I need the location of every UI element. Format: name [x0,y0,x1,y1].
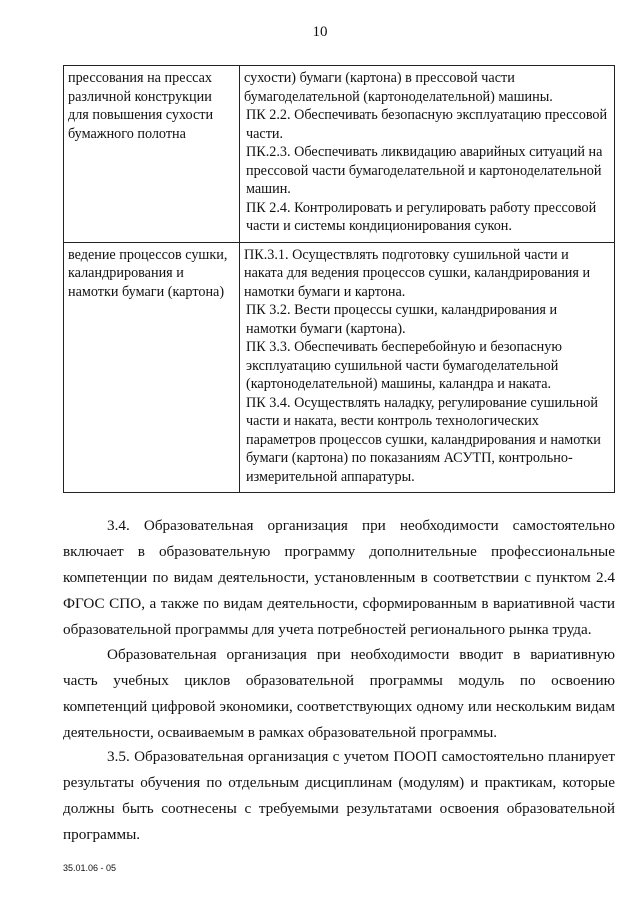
competency-item: сухости) бумаги (картона) в прессовой части бумагоделательной (картоноделательной) машины. [244,70,553,105]
paragraph-text: Образовательная организация при необходимости вводит в вариативную часть учебных циклов образовательной программы модуль по освоению компетенций цифровой экономики, соответствующих одному или нескольким видам деятельности, осваиваемым в рамках образовательной программы. [63,646,615,741]
paragraph-text: 3.4. Образовательная организация при необходимости самостоятельно включает в образовательную программу дополнительные профессиональные компетенции по видам деятельности, установленным в соответствии с пунктом 2.4 ФГОС СПО, а также по видам деятельности, сформированным в вариативной части образовательной программы для учета потребностей регионального рынка труда. [63,517,615,638]
table-row [64,66,615,243]
paragraph-text: 3.5. Образовательная организация с учетом ПООП самостоятельно планирует результаты обучения по отдельным дисциплинам (модулям) и практикам, которые должны быть соотнесены с требуемыми результатами освоения образовательной программы. [63,748,615,843]
activity-cell: прессования на прессах различной конструкции для повышения сухости бумажного полотна [64,66,240,243]
table-row [64,242,615,493]
competency-table [63,65,615,493]
competency-cell [240,242,615,493]
page-number: 10 [312,24,328,40]
paragraph-digital-economy [63,642,615,746]
document-code: 35.01.06 - 05 [63,863,117,873]
competency-item: ПК 3.4. Осуществлять наладку, регулирование сушильной части и наката, вести контроль технологических параметров процессов сушки, каландрирования и намотки бумаги (картона) по показаниям АСУТП, контрольно-измерительной аппаратуры. [246,394,601,485]
paragraph-3-4 [63,513,615,643]
competency-item: ПК 2.2. Обеспечивать безопасную эксплуатацию прессовой части. [246,107,608,142]
activity-cell: ведение процессов сушки, каландрирования и намотки бумаги (картона) [64,242,240,493]
competency-item: ПК 3.2. Вести процессы сушки, каландрирования и намотки бумаги (картона). [246,302,558,337]
competency-item: ПК.3.1. Осуществлять подготовку сушильной части и наката для ведения процессов сушки, каландрирования и намотки бумаги и картона. [244,246,591,300]
competency-item: ПК 2.4. Контролировать и регулировать работу прессовой части и системы кондиционирования сукон. [246,199,597,234]
competency-item: ПК 3.3. Обеспечивать бесперебойную и безопасную эксплуатацию сушильной части бумагоделательной (картоноделательной) машины, каландра и наката. [246,339,562,392]
paragraph-3-5 [63,744,615,848]
competency-cell [240,66,615,243]
competency-item: ПК.2.3. Обеспечивать ликвидацию аварийных ситуаций на прессовой части бумагоделательной и картоноделательной машин. [246,144,603,197]
